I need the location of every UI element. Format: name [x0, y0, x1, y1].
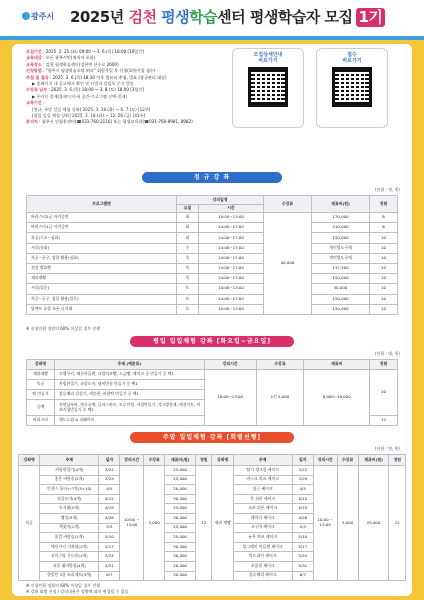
info-line	[26, 49, 238, 54]
program-time: 14:00~17:00	[199, 243, 264, 253]
weekday-section-title: 평일 일일체험 강좌 [화요일~금요일]	[130, 336, 294, 347]
program-fee: 40,000	[264, 213, 312, 315]
info-label: 수강료 납부	[26, 87, 48, 93]
right-date: 5/31	[292, 561, 313, 571]
program-day: 화	[177, 233, 199, 243]
course-theme: 천연샴푸바, 향초공예, 글라스아트, 모루인형, 키링만들기 ,석고방향제, 레진아트, 비즈키링만들기 중 택1	[54, 400, 204, 416]
info-line	[26, 75, 238, 80]
info-label: 모집기간	[26, 49, 42, 54]
right-date: 4/26	[292, 513, 313, 523]
left-material: 20,000	[165, 485, 196, 495]
left-theme: 인센스 홀더+스틱(3+10)	[40, 485, 99, 495]
recruitment-info	[26, 49, 238, 126]
right-capacity: 12	[389, 466, 406, 581]
left-date: 5/10	[99, 533, 120, 543]
weekend-unit: (단위 : 명, 원)	[374, 446, 400, 451]
program-capacity: 10	[370, 263, 398, 273]
header-capacity: 정원	[195, 455, 212, 466]
page-title	[70, 8, 385, 27]
qr-apply[interactable]	[316, 48, 388, 128]
right-date: 5/10	[292, 533, 313, 543]
program-capacity: 10	[370, 243, 398, 253]
left-date: 4/12	[99, 494, 120, 504]
course-theme: 카빙한절기, 파플도마, 냄비받침 만들기 중 택1	[54, 380, 204, 390]
left-theme: 카빙한절기(4개)	[40, 466, 99, 476]
left-capacity: 12	[195, 466, 212, 581]
course-capacity: 20	[370, 370, 398, 416]
info-label: 신청방법	[26, 68, 42, 74]
table-row	[27, 223, 398, 233]
program-capacity: 8	[370, 213, 398, 223]
header-time: 시간	[199, 205, 264, 213]
info-label: 문의처	[26, 119, 38, 125]
program-time: 14:00~17:00	[199, 233, 264, 243]
program-name: 목공(기초~심화)	[27, 233, 177, 243]
program-day: 목	[177, 263, 199, 273]
program-day: 화	[177, 223, 199, 233]
right-material: 25,000	[358, 466, 389, 581]
left-material: 30,000	[165, 513, 196, 523]
header-date: 일자	[99, 455, 120, 466]
weekend-section-title: 주말 일일체험 강좌 [회별선형]	[130, 432, 294, 443]
left-fee: 5,000	[144, 466, 165, 581]
program-time: 14:00~17:00	[199, 253, 264, 263]
course-category: 목공	[27, 380, 55, 390]
header-ribbon	[0, 36, 424, 40]
info-line	[26, 55, 238, 60]
info-line	[26, 87, 238, 92]
left-theme: 메인카지 거치대(1개)	[40, 542, 99, 552]
left-date: 6/7	[99, 571, 120, 581]
qr-apply-title-1: 접수	[347, 52, 357, 58]
program-day: 목	[177, 253, 199, 263]
header-capacity: 정원	[370, 196, 398, 213]
table-row	[27, 304, 398, 314]
table-row	[27, 213, 398, 223]
program-day: 수	[177, 243, 199, 253]
term-badge: 1기	[356, 8, 386, 27]
info-line	[26, 62, 238, 67]
header-material: 재료비(원)	[358, 455, 389, 466]
course-material: 8,000~10,000	[304, 370, 370, 426]
right-date: 5/3	[292, 523, 313, 533]
left-date: 3/22	[99, 466, 120, 476]
program-material: 150,000	[312, 233, 370, 243]
program-name: 서각(입문)	[27, 284, 177, 294]
program-time: 10:00~13:00	[199, 213, 264, 223]
left-theme: 코미스탕 우드등(1개)	[40, 552, 99, 562]
left-material: 25,000	[165, 504, 196, 514]
table-header-row	[27, 360, 398, 370]
program-material: 150,000	[312, 294, 370, 304]
program-day: 토	[177, 304, 199, 314]
table-row	[27, 284, 398, 294]
left-theme: 빵틀(3개)	[40, 513, 99, 523]
qr-code-icon	[248, 67, 288, 107]
info-line	[26, 68, 238, 73]
program-time: 10:00~13:00	[199, 284, 264, 294]
right-theme: 모카 쉬폰 케이크	[233, 504, 292, 514]
regular-section-title: 정 규 강 좌	[142, 172, 282, 183]
header-theme: 주제	[233, 455, 292, 466]
left-material: 30,000	[165, 494, 196, 504]
weekday-table	[26, 359, 398, 426]
left-date: 4/5	[99, 485, 120, 495]
left-theme: 독서대(2개)	[40, 504, 99, 514]
course-fee: 1인 5,000	[256, 370, 304, 426]
header-fee: 수강료	[264, 196, 312, 213]
table-row	[19, 466, 406, 476]
right-theme: 뉴욕 치즈 케이크	[233, 533, 292, 543]
info-text: ▶ 온라인 결제(홈페이지-내 공간-프로그램 선택-결제)	[32, 93, 128, 99]
weekday-unit: (단위 : 명, 원)	[374, 351, 400, 356]
info-text: :	[41, 100, 45, 106]
title-year: 2025년	[70, 8, 129, 26]
right-theme: 당근 케이크	[233, 485, 292, 495]
info-text: [평일 일일 체험 강좌] 2025. 3. 18.(화) ~ 12. 26.(금) [41주]	[32, 113, 146, 119]
program-day: 토	[177, 294, 199, 304]
right-time: 10:00 ~ 13:00	[313, 466, 337, 581]
left-material: 30,000	[165, 571, 196, 581]
right-fee: 5,000	[337, 466, 358, 581]
program-material: 210,000	[312, 223, 370, 233]
left-theme: 한알안 3종 조리세트(3개)	[40, 571, 99, 581]
header	[0, 0, 424, 40]
header-fee: 수강료	[337, 455, 358, 466]
info-text: [정규, 주말 일일 체험 강좌] 2025. 3. 18.(화) ~ 6. 7.(토) [12주]	[32, 106, 151, 112]
right-date: 4/12	[292, 494, 313, 504]
info-text: : 광주시 인평홍센터(☎031-760-2116) 또는 평생교육과(☎031-760-8981, 8982)	[37, 119, 193, 125]
program-capacity: 10	[370, 304, 398, 314]
info-text: ▶ 홈페이지 내 공고에서 확인 및 선발자 알림톡 문자 발송	[32, 81, 134, 87]
info-label: 교육대상	[26, 55, 42, 61]
course-theme: 핸드드립 & 라떼아트	[54, 416, 204, 426]
info-text: : 검천 평생학습센터(검천면 산수로 2600)	[41, 61, 119, 67]
table-row	[27, 233, 398, 243]
weekend-note-1: ※ 신청인원 정원의 60% 이상일 경우 진행	[26, 583, 100, 588]
info-label: 교육기간	[26, 100, 42, 106]
course-category: 떡 만들기	[27, 390, 55, 400]
right-theme: 얼그레이 마들렌 케이크	[233, 542, 292, 552]
left-date: 5/3	[99, 523, 120, 533]
table-row	[27, 294, 398, 304]
regular-table	[26, 195, 398, 315]
info-text: : 2025. 2. 25.(화) 09:00 ~ 3. 6.(목) 18:00 [10일간]	[41, 49, 144, 54]
qr-detail[interactable]	[232, 48, 304, 128]
left-material: 30,000	[165, 542, 196, 552]
course-category: 바리스타	[27, 416, 55, 426]
right-date: 5/24	[292, 552, 313, 562]
regular-note: ※ 신청인원 정원의 60% 이상일 경우 진행	[26, 326, 100, 331]
header-category: 강좌명	[27, 360, 55, 370]
header-date: 일자	[292, 455, 313, 466]
info-line	[26, 81, 238, 86]
qr-apply-title-2: 바로가기	[342, 58, 362, 64]
left-date: 3/29	[99, 475, 120, 485]
program-name: 탈렌트 효잡 모든 다지테	[27, 304, 177, 314]
left-theme: 책꽂이(1개)	[40, 523, 99, 533]
program-time: 14:00~17:00	[199, 274, 264, 284]
left-material: 25,000	[165, 466, 196, 476]
info-text: : 모든 광주시민(재직자 포함)	[41, 55, 96, 61]
program-material: 170,000	[312, 213, 370, 223]
program-name: 건강 발효빵	[27, 263, 177, 273]
info-line	[26, 100, 238, 105]
table-row	[27, 253, 398, 263]
header-material: 재료비	[304, 360, 370, 370]
program-time: 10:00~13:00	[199, 304, 264, 314]
info-text: : 2025. 3. 6.(목) 18:00 ~ 3. 8.(토) 18:00 [3일간]	[47, 87, 144, 93]
program-material: 150,000	[312, 274, 370, 284]
program-name: 바리스타2급 자격증반	[27, 213, 177, 223]
table-header-row	[27, 196, 398, 205]
weekend-table	[18, 454, 406, 581]
qr-code-icon	[332, 67, 372, 107]
program-capacity: 10	[370, 274, 398, 284]
left-material: 25,000	[165, 533, 196, 543]
header-schedule: 강의일정	[177, 196, 264, 205]
table-row	[27, 243, 398, 253]
right-theme: 쑥 쉬폰 케이크	[233, 494, 292, 504]
program-capacity: 6	[370, 223, 398, 233]
info-text: : "광주시 평생학습포털 허브" 회원가입 후 신청(회원가입 필수)	[41, 68, 156, 74]
header-category: 강좌명	[212, 455, 233, 466]
course-category: 제과제빵	[27, 370, 55, 380]
title-part-d: 센터 평생학습자 모집	[217, 8, 353, 26]
left-theme: 파플 냄비받침(4개)	[40, 561, 99, 571]
header-day: 요일	[177, 205, 199, 213]
header-theme: 주제	[40, 455, 99, 466]
left-date: 5/31	[99, 561, 120, 571]
program-material: 개인별도구매	[312, 253, 370, 263]
program-capacity: 10	[370, 253, 398, 263]
program-name: 바리스타1급 자격증반	[27, 223, 177, 233]
program-time: 14:00~17:00	[199, 223, 264, 233]
program-day: 화	[177, 213, 199, 223]
right-theme: 바스크 치즈 케이크	[233, 475, 292, 485]
weekend-note-2: ※ 강좌 회별 선정 / 강의내용은 상황에 따라 변경될 수 있음	[26, 589, 129, 594]
title-part-b: 평생	[156, 8, 190, 26]
left-date: 5/24	[99, 552, 120, 562]
program-day: 토	[177, 284, 199, 294]
program-capacity: 10	[370, 294, 398, 304]
program-material: 150,000	[312, 304, 370, 314]
right-theme: 초콜릿 케이크	[233, 561, 292, 571]
header-time: 강의시간	[120, 455, 144, 466]
program-capacity: 10	[370, 284, 398, 294]
header-fee: 수강료	[256, 360, 304, 370]
program-name: 목공~공구, 철할 활용(입문)	[27, 294, 177, 304]
left-material: 20,000	[165, 561, 196, 571]
table-row	[27, 263, 398, 273]
right-date: 6/7	[292, 571, 313, 581]
left-material: 25,000	[165, 475, 196, 485]
header-program: 프로그램명	[27, 196, 177, 213]
left-theme: 좋은 바람숨(2개)	[40, 475, 99, 485]
header-theme: 주제 (예문류)	[54, 360, 204, 370]
program-name: 서각(심화)	[27, 243, 177, 253]
header-fee: 수강료	[144, 455, 165, 466]
right-date: 5/17	[292, 542, 313, 552]
course-theme: 블루베리 컵설기, 새송편, 바람떡 만들기 중 택1	[54, 390, 204, 400]
right-theme: 레이어 케이크	[233, 513, 292, 523]
header-material: 재료비(원)	[165, 455, 196, 466]
info-line	[26, 113, 238, 118]
header-time: 강의시간	[204, 360, 256, 370]
header-capacity: 정원	[389, 455, 406, 466]
logo-text: 광주시	[31, 12, 55, 21]
program-material: 개인별도구매	[312, 243, 370, 253]
program-name: 제과제빵	[27, 274, 177, 284]
info-label: 추첨 및 결과	[26, 74, 49, 80]
header-time: 강의시간	[313, 455, 337, 466]
qr-detail-title-1: 모집상세안내	[253, 52, 283, 58]
header-capacity: 정원	[370, 360, 398, 370]
left-theme: 파플도마(4개)	[40, 494, 99, 504]
left-date: 4/26	[99, 513, 120, 523]
qr-apply-title	[317, 52, 387, 64]
info-text: : 2025. 3. 6.(목) 18:30 이후 컴퓨터 추첨, 발표 (광규관리 대상)	[48, 74, 167, 80]
left-date: 5/17	[99, 542, 120, 552]
program-capacity: 10	[370, 233, 398, 243]
content-card	[12, 44, 412, 596]
table-row	[27, 274, 398, 284]
right-theme: 빅토리아 케이크	[233, 552, 292, 562]
program-time: 14:00~17:00	[199, 294, 264, 304]
left-material: 25,000	[165, 523, 196, 533]
right-theme: 고구마 케이크	[233, 523, 292, 533]
table-row	[27, 370, 398, 380]
right-date: 4/19	[292, 504, 313, 514]
right-theme: 딸기 생크림 케이크	[233, 466, 292, 476]
program-material: 30,000	[312, 284, 370, 294]
info-line	[26, 119, 238, 124]
title-part-c: 학습	[189, 8, 218, 26]
program-time: 14:00~17:00	[199, 263, 264, 273]
qr-detail-title-2: 바로가기	[258, 58, 278, 64]
right-date: 4/5	[292, 485, 313, 495]
right-date: 3/29	[292, 475, 313, 485]
course-capacity: 12	[370, 416, 398, 426]
info-line	[26, 94, 238, 99]
qr-detail-title	[233, 52, 303, 64]
left-category: 목공	[19, 466, 40, 581]
info-label: 교육장소	[26, 61, 42, 67]
course-category: 공예	[27, 400, 55, 416]
logo-mark-icon	[22, 12, 30, 20]
right-theme: 블루베리 케이크	[233, 571, 292, 581]
header-category: 강좌명	[19, 455, 40, 466]
right-category: 제과 제빵	[212, 466, 233, 581]
course-theme: 르뱅쿠키, 레몬마들렌, 크림치즈빵, 소금빵, 케이크 중 만들기 중 택1	[54, 370, 204, 380]
left-time: 10:00 ~ 13:00	[120, 466, 144, 581]
city-logo	[22, 12, 54, 22]
right-date: 3/22	[292, 466, 313, 476]
course-time: 10:00~13:00	[204, 370, 256, 426]
header-material: 재료비(원)	[312, 196, 370, 213]
title-part-a: 검천	[128, 8, 157, 26]
program-name: 목공~공구, 철할 활용(심화)	[27, 253, 177, 263]
program-day: 목	[177, 274, 199, 284]
left-material: 30,000	[165, 552, 196, 562]
regular-unit: (단위 : 명, 원)	[374, 187, 400, 192]
program-material: 137,500	[312, 263, 370, 273]
left-date: 4/19	[99, 504, 120, 514]
left-theme: 꽃컵 바람숨(1개)	[40, 533, 99, 543]
table-header-row	[19, 455, 406, 466]
info-line	[26, 107, 238, 112]
